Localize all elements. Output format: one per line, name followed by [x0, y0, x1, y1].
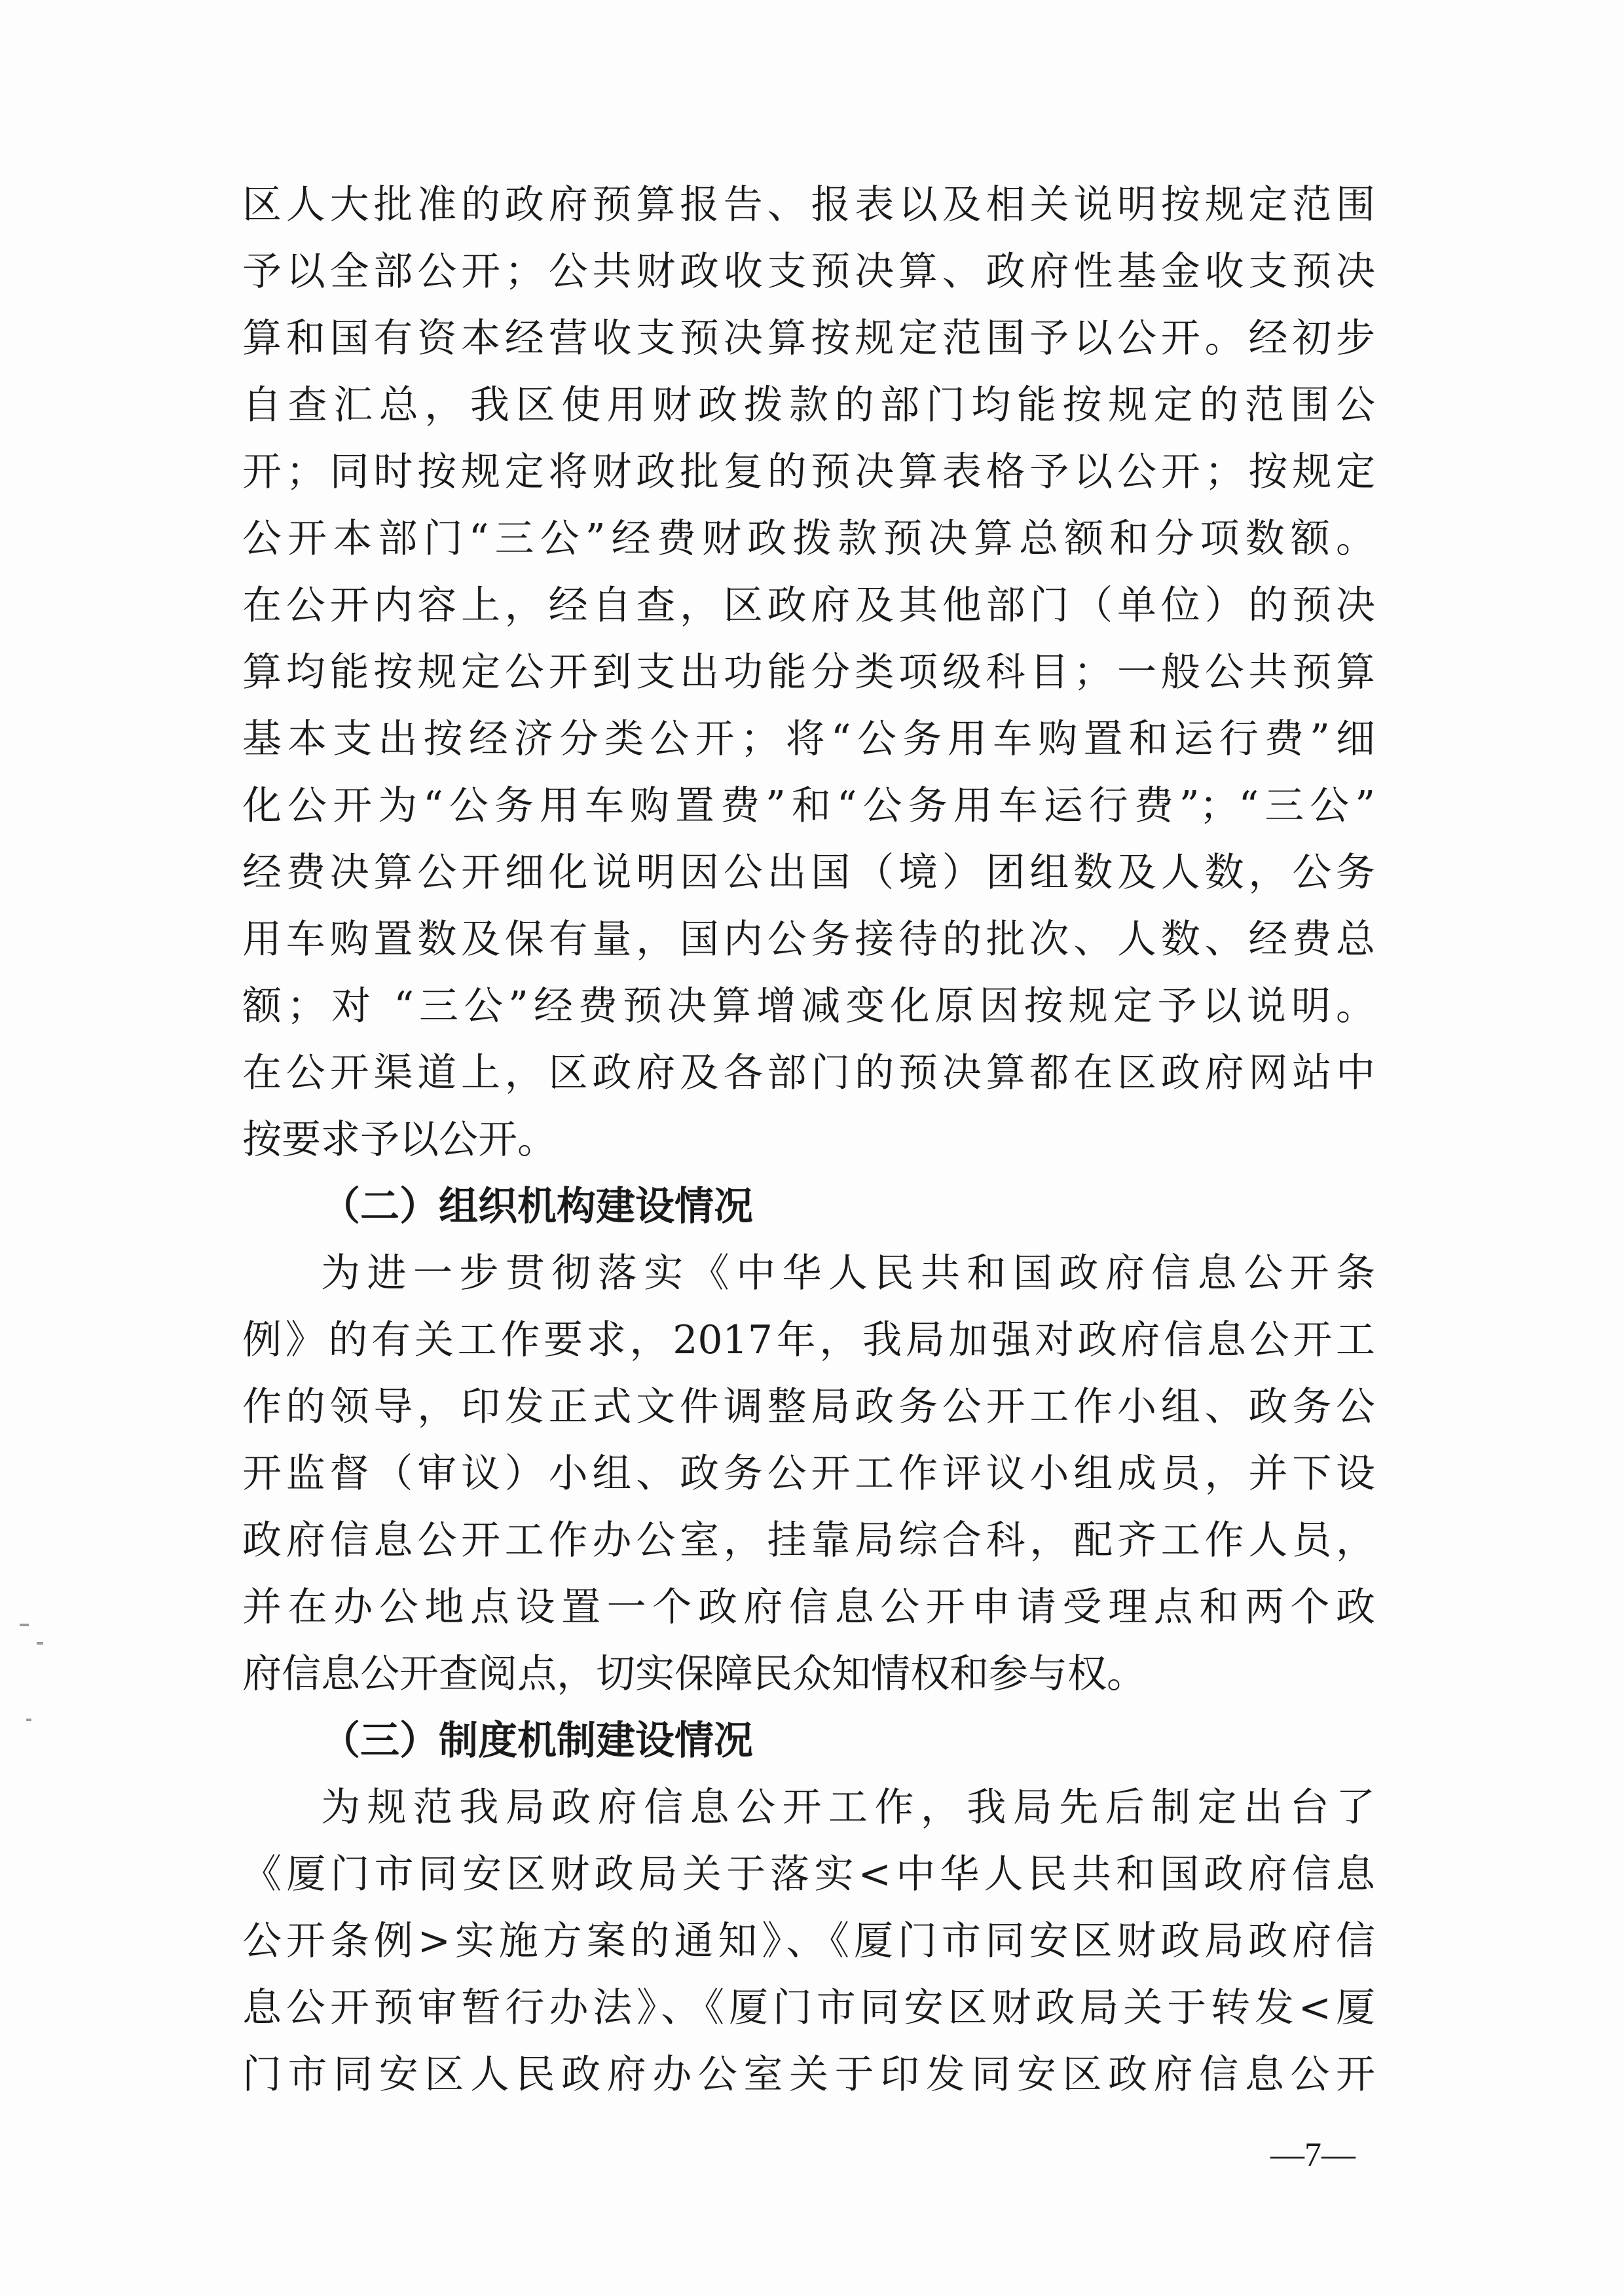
- scan-speck: [37, 1642, 43, 1645]
- paragraph-line: 政府信息公开工作办公室，挂靠局综合科，配齐工作人员，: [242, 1518, 1375, 1563]
- paragraph-line: 按要求予以公开。: [242, 1117, 557, 1163]
- paragraph-line: 自查汇总，我区使用财政拨款的部门均能按规定的范围公: [242, 382, 1375, 428]
- paragraph-line: 息公开预审暂行办法》、《厦门市同安区财政局关于转发<厦: [242, 1985, 1375, 2031]
- paragraph-line: 化公开为“公务用车购置费”和“公务用车运行费”；“三公”: [242, 783, 1375, 829]
- section-heading: （二）组织机构建设情况: [321, 1184, 753, 1230]
- paragraph-line: 基本支出按经济分类公开；将“公务用车购置和运行费”细: [242, 716, 1375, 762]
- paragraph-line: 为进一步贯彻落实《中华人民共和国政府信息公开条: [321, 1250, 1375, 1296]
- paragraph-line: 算均能按规定公开到支出功能分类项级科目；一般公共预算: [242, 649, 1375, 695]
- paragraph-line: 予以全部公开；公共财政收支预决算、政府性基金收支预决: [242, 249, 1375, 295]
- paragraph-line: 算和国有资本经营收支预决算按规定范围予以公开。经初步: [242, 316, 1375, 361]
- paragraph-line: 作的领导，印发正式文件调整局政务公开工作小组、政务公: [242, 1384, 1375, 1430]
- scan-speck: [26, 1719, 31, 1721]
- section-heading: （三）制度机制建设情况: [321, 1718, 753, 1764]
- paragraph-line: 在公开内容上，经自查，区政府及其他部门（单位）的预决: [242, 583, 1375, 629]
- paragraph-line: 为规范我局政府信息公开工作，我局先后制定出台了: [321, 1785, 1375, 1831]
- paragraph-line: 区人大批准的政府预算报告、报表以及相关说明按规定范围: [242, 182, 1375, 228]
- paragraph-line: 公开条例>实施方案的通知》、《厦门市同安区财政局政府信: [242, 1918, 1375, 1964]
- paragraph-line: 在公开渠道上，区政府及各部门的预决算都在区政府网站中: [242, 1050, 1375, 1096]
- paragraph-line: 公开本部门“三公”经费财政拨款预决算总额和分项数额。: [242, 516, 1375, 562]
- body-text: [242, 172, 1375, 2108]
- paragraph-line: 门市同安区人民政府办公室关于印发同安区政府信息公开: [242, 2052, 1375, 2098]
- paragraph-line: 并在办公地点设置一个政府信息公开申请受理点和两个政: [242, 1584, 1375, 1630]
- paragraph-line: 用车购置数及保有量，国内公务接待的批次、人数、经费总: [242, 917, 1375, 962]
- paragraph-line: 开监督（审议）小组、政务公开工作评议小组成员，并下设: [242, 1451, 1375, 1497]
- paragraph-line: 经费决算公开细化说明因公出国（境）团组数及人数，公务: [242, 850, 1375, 896]
- paragraph-line: 《厦门市同安区财政局关于落实<中华人民共和国政府信息: [242, 1851, 1375, 1897]
- paragraph-line: 额；对 “三公”经费预决算增减变化原因按规定予以说明。: [242, 983, 1375, 1029]
- page-number: —7—: [1270, 2136, 1356, 2174]
- paragraph-line: 开；同时按规定将财政批复的预决算表格予以公开；按规定: [242, 449, 1375, 495]
- scan-speck: [20, 1624, 29, 1626]
- paragraph-line: 例》的有关工作要求，2017年，我局加强对政府信息公开工: [242, 1317, 1375, 1363]
- paragraph-line: 府信息公开查阅点，切实保障民众知情权和参与权。: [242, 1651, 1146, 1697]
